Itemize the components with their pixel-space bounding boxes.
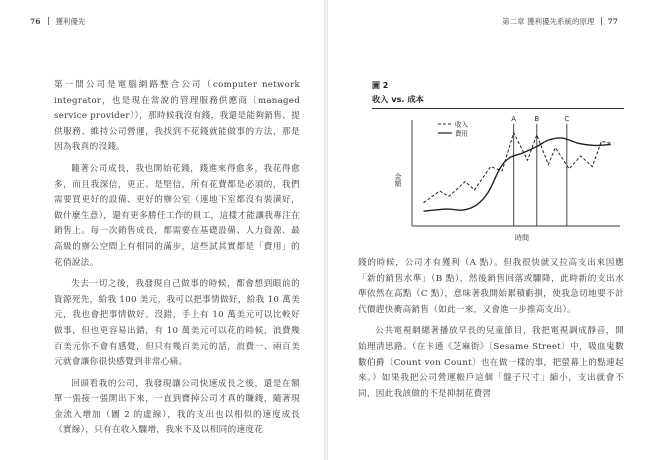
- revenue-cost-chart: [372, 114, 624, 246]
- paragraph: 公共電視網總著播放早長的兒童節目，我把電視調成靜音，開始理清思路。（在卡通《芝麻街》〔Sesame Street〕中，吸血鬼數數伯爵〔Count von Count〕也在做一樣的事，把螢幕上的點連起來。）如果我把公司營運帳戶這個「盤子尺寸」縮小，支出就會不同，因此我該做的不是抑制花費習: [358, 326, 624, 399]
- book-title: 獲利優先: [55, 17, 86, 26]
- figure: [372, 80, 624, 246]
- right-page-number: 77: [607, 17, 618, 26]
- right-running-head: [502, 16, 620, 27]
- left-body-text: [54, 78, 300, 439]
- left-running-head: [30, 16, 85, 27]
- right-page: [328, 0, 650, 460]
- legend-label: 費用: [455, 129, 468, 138]
- left-page-number: 76: [30, 17, 41, 26]
- paragraph: 錢的時候，公司才有獲利（A 點）。但我很快就又拉高支出來因應「新的銷售水準」（B 點），然後銷售回落或驟降，此時新的支出水準依然在高點（C 點），意味著我開始累積虧損，使我急切地要不計代價趕快衝高銷售（如此一來，又會進一步推高支出）。: [358, 258, 624, 315]
- paragraph: 回頭看我的公司，我發現讓公司快速成長之後，還是在額單一張接一張開出下來，一直到寶掉公司才真的賺錢，隨著現金流入增加（圖 2 的虛線），我的支出也以相似的速度成長（實線），只有在收入驟增，我來不及以相同的速度花: [54, 378, 300, 436]
- paragraph: 隨著公司成長，我也開始花錢，錢進來得愈多，我花得愈多，而且我深信，更正、是堅信，所有花費都是必須的，我們需要買更好的設備、更好的辦公室（連地下室都沒有裝潢好，做什麼生意），還有更多勝任工作的員工，這樣才能讓我專注在銷售上。每一次銷售成長，都需要在基礎設備、人力資源、最高級的辦公空間上有相同的滿步，這些試其實都是「費用」的花俏說法。: [54, 163, 300, 268]
- chapter-title: 第二章 獲利優先系統的原理: [502, 17, 595, 26]
- marker-label-A: A: [511, 115, 517, 123]
- figure-rule: [372, 108, 624, 109]
- figure-label: 圖 2: [372, 81, 389, 90]
- series-line-cost: [424, 138, 611, 211]
- header-divider: [48, 17, 49, 25]
- paragraph: 失去一切之後，我發現自己做事的時候，都會想到眼前的資源死先，給我 100 美元，我可以把事情做好，給我 10 萬美元，我也會把事情做好。沒錯，手上有 10 萬美元可以比較好做事，但也更容易出錯，有 10 萬美元可以花的時候，浪費幾百美元你不會有感覺，但只有幾百美元的話，浪費一、兩百美元就會讓你很快感覺到非常心痛。: [54, 279, 300, 368]
- x-axis-label: 時間: [515, 234, 529, 242]
- series-line-revenue: [424, 133, 611, 203]
- marker-label-C: C: [564, 115, 570, 123]
- paragraph: 第一間公司是電腦網路整合公司（computer network integrator，也是現在常說的管理服務供應商〔managed service provider〕），那時候我沒有錢，我還是能夠銷售、提供服務、維持公司營運，我找到不花錢就能做事的方法，那是因為我真的沒錢。: [54, 80, 300, 153]
- marker-label-B: B: [534, 115, 540, 123]
- figure-title: 收入 vs. 成本: [372, 94, 424, 104]
- y-axis-label: 金額: [394, 173, 402, 187]
- legend-label: 收入: [455, 120, 468, 129]
- left-page: [0, 0, 324, 460]
- header-divider: [601, 17, 602, 25]
- right-body-text: [358, 256, 624, 402]
